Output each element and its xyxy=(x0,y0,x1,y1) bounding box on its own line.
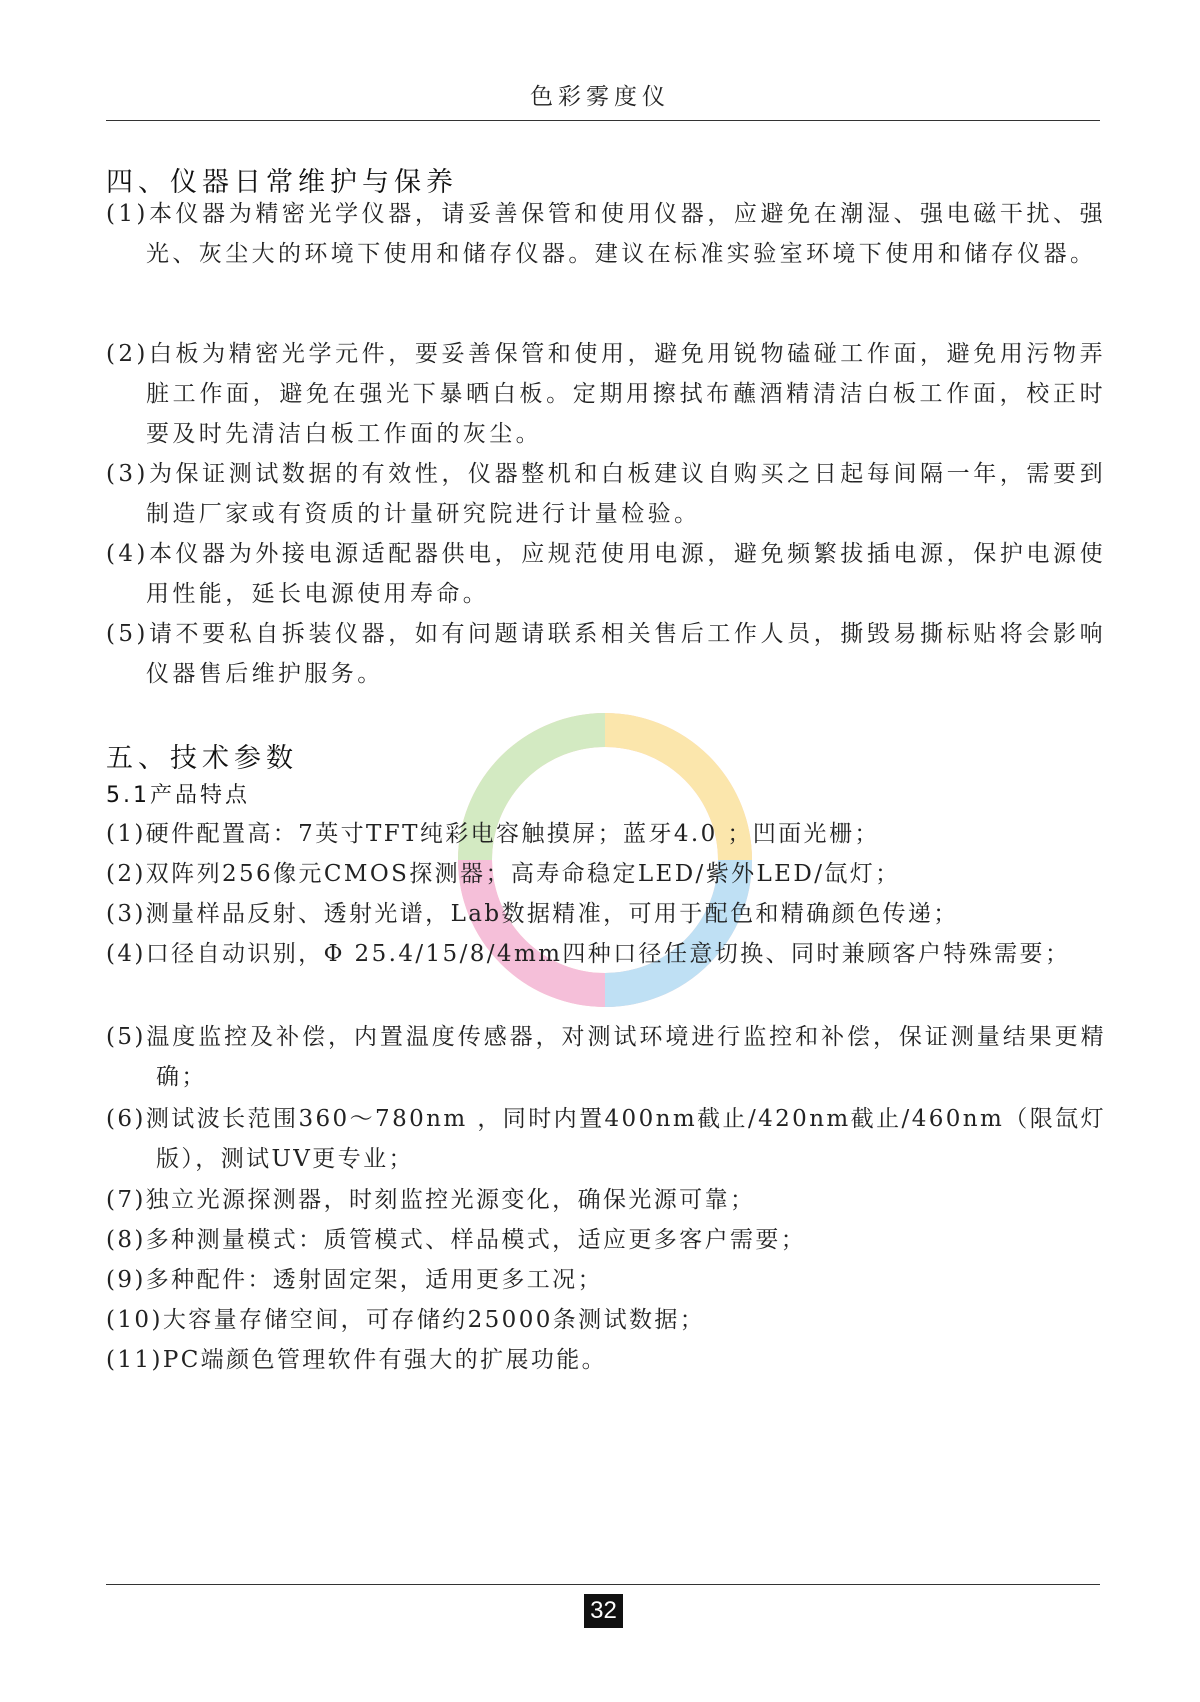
feature-item: (8)多种测量模式：质管模式、样品模式，适应更多客户需要； xyxy=(106,1227,807,1253)
feature-item: (3)测量样品反射、透射光谱，Lab数据精准，可用于配色和精确颜色传递； xyxy=(106,901,959,927)
feature-item: (9)多种配件：透射固定架，适用更多工况； xyxy=(106,1267,603,1293)
section-heading-maintenance: 四、仪器日常维护与保养 xyxy=(106,167,458,198)
section-heading-specifications: 五、技术参数 xyxy=(106,743,298,774)
header-divider xyxy=(106,120,1100,121)
feature-item: (7)独立光源探测器，时刻监控光源变化，确保光源可靠； xyxy=(106,1187,756,1213)
feature-item: (11)PC端颜色管理软件有强大的扩展功能。 xyxy=(106,1347,608,1373)
feature-item: (1)硬件配置高：7英寸TFT纯彩电容触摸屏；蓝牙4.0 ；凹面光栅； xyxy=(106,821,880,847)
subheading-product-features: 5.1产品特点 xyxy=(106,783,250,808)
maintenance-item: (5)请不要私自拆装仪器，如有问题请联系相关售后工作人员，撕毁易撕标贴将会影响仪器售后维护服务。 xyxy=(106,621,1106,687)
feature-item: (2)双阵列256像元CMOS探测器；高寿命稳定LED/紫外LED/氙灯； xyxy=(106,861,901,887)
maintenance-item: (1)本仪器为精密光学仪器，请妥善保管和使用仪器，应避免在潮湿、强电磁干扰、强光、灰尘大的环境下使用和储存仪器。建议在标准实验室环境下使用和储存仪器。 xyxy=(106,201,1106,267)
maintenance-item: (2)白板为精密光学元件，要妥善保管和使用，避免用锐物磕碰工作面，避免用污物弄脏工作面，避免在强光下暴晒白板。定期用擦拭布蘸酒精清洁白板工作面，校正时要及时先清洁白板工作面的灰尘。 xyxy=(106,341,1106,447)
footer-divider xyxy=(106,1584,1100,1585)
feature-item: (4)口径自动识别，Φ 25.4/15/8/4mm四种口径任意切换、同时兼顾客户特殊需要； xyxy=(106,941,1071,967)
page-number: 32 xyxy=(584,1594,623,1628)
page-header-title: 色彩雾度仪 xyxy=(530,84,670,110)
feature-item: (10)大容量存储空间，可存储约25000条测试数据； xyxy=(106,1307,706,1333)
maintenance-item: (3)为保证测试数据的有效性，仪器整机和白板建议自购买之日起每间隔一年，需要到制造厂家或有资质的计量研究院进行计量检验。 xyxy=(106,461,1106,527)
feature-item: (5)温度监控及补偿，内置温度传感器，对测试环境进行监控和补偿，保证测量结果更精确； xyxy=(106,1024,1106,1090)
maintenance-item: (4)本仪器为外接电源适配器供电，应规范使用电源，避免频繁拔插电源，保护电源使用性能，延长电源使用寿命。 xyxy=(106,541,1106,607)
feature-item: (6)测试波长范围360～780nm ，同时内置400nm截止/420nm截止/460nm（限氙灯版），测试UV更专业； xyxy=(106,1106,1106,1172)
